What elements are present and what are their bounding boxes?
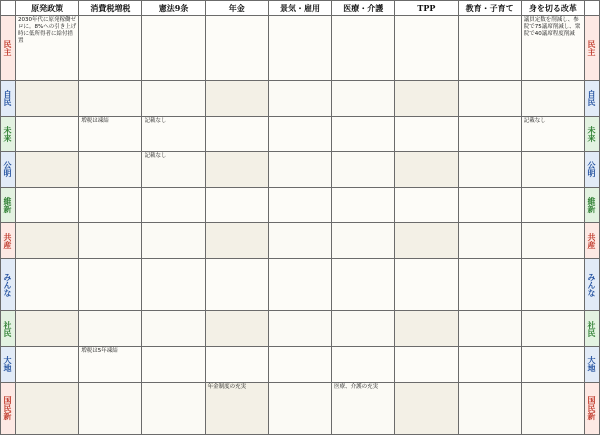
party-row — [1, 16, 600, 81]
party-label-left: みんな — [1, 258, 16, 310]
policy-cell: 記載なし — [521, 116, 584, 152]
policy-cell — [142, 187, 205, 223]
policy-cell — [268, 223, 331, 259]
policy-cell — [458, 382, 521, 434]
policy-cell — [332, 187, 395, 223]
party-label-right: 公明 — [585, 152, 600, 188]
policy-cell — [395, 152, 458, 188]
policy-cell — [268, 382, 331, 434]
party-label-left: 共産 — [1, 223, 16, 259]
party-label-right: 自民 — [585, 80, 600, 116]
policy-cell — [16, 258, 79, 310]
policy-cell — [521, 152, 584, 188]
party-label-right: 国民新 — [585, 382, 600, 434]
policy-cell — [205, 311, 268, 347]
policy-cell — [142, 346, 205, 382]
policy-cell — [142, 382, 205, 434]
party-label-left: 公明 — [1, 152, 16, 188]
policy-cell — [79, 16, 142, 81]
policy-cell — [268, 258, 331, 310]
party-row — [1, 311, 600, 347]
policy-cell: 増税は凍結 — [79, 116, 142, 152]
policy-cell — [16, 346, 79, 382]
party-row — [1, 223, 600, 259]
party-row — [1, 187, 600, 223]
policy-cell — [458, 258, 521, 310]
column-header: TPP — [395, 1, 458, 16]
policy-cell — [395, 346, 458, 382]
party-row — [1, 382, 600, 434]
policy-cell — [79, 80, 142, 116]
policy-cell — [268, 152, 331, 188]
header-corner-left — [1, 1, 16, 16]
party-label-left: 社民 — [1, 311, 16, 347]
policy-cell — [142, 258, 205, 310]
policy-cell — [205, 346, 268, 382]
policy-cell — [458, 80, 521, 116]
policy-cell — [205, 116, 268, 152]
column-header: 景気・雇用 — [268, 1, 331, 16]
policy-cell — [142, 311, 205, 347]
policy-cell — [332, 116, 395, 152]
policy-cell — [458, 116, 521, 152]
policy-cell — [79, 382, 142, 434]
party-label-left: 未来 — [1, 116, 16, 152]
policy-cell — [268, 311, 331, 347]
policy-cell — [458, 223, 521, 259]
policy-cell — [16, 311, 79, 347]
policy-cell — [16, 223, 79, 259]
policy-cell — [268, 80, 331, 116]
policy-cell — [79, 152, 142, 188]
policy-cell — [395, 187, 458, 223]
policy-cell — [521, 258, 584, 310]
party-label-right: 維新 — [585, 187, 600, 223]
policy-cell — [332, 346, 395, 382]
policy-cell — [395, 116, 458, 152]
policy-cell: 記載なし — [142, 152, 205, 188]
party-label-right: 未来 — [585, 116, 600, 152]
policy-cell — [521, 223, 584, 259]
header-row — [1, 1, 600, 16]
policy-cell — [521, 80, 584, 116]
party-label-left: 民主 — [1, 16, 16, 81]
policy-cell — [332, 258, 395, 310]
policy-cell — [79, 258, 142, 310]
policy-cell — [268, 16, 331, 81]
policy-cell — [268, 116, 331, 152]
party-row — [1, 152, 600, 188]
party-row — [1, 346, 600, 382]
column-header: 消費税増税 — [79, 1, 142, 16]
policy-cell — [205, 258, 268, 310]
party-label-right: 共産 — [585, 223, 600, 259]
policy-cell — [395, 311, 458, 347]
column-header: 憲法9条 — [142, 1, 205, 16]
policy-cell — [16, 187, 79, 223]
policy-cell — [395, 258, 458, 310]
policy-cell — [205, 223, 268, 259]
policy-cell: 議員定数を削減し、参院で75議席削減し、衆院で40議席程度削減 — [521, 16, 584, 81]
policy-cell — [16, 80, 79, 116]
policy-cell — [205, 16, 268, 81]
policy-cell — [205, 187, 268, 223]
policy-cell — [79, 223, 142, 259]
policy-cell — [79, 187, 142, 223]
policy-cell — [458, 16, 521, 81]
policy-cell — [521, 382, 584, 434]
column-header: 教育・子育て — [458, 1, 521, 16]
policy-cell — [332, 80, 395, 116]
policy-cell — [205, 80, 268, 116]
column-header: 年金 — [205, 1, 268, 16]
party-label-left: 維新 — [1, 187, 16, 223]
policy-cell — [395, 382, 458, 434]
party-label-right: みんな — [585, 258, 600, 310]
policy-cell — [458, 311, 521, 347]
policy-cell — [16, 382, 79, 434]
policy-cell — [79, 311, 142, 347]
party-rows — [1, 16, 600, 435]
policy-cell — [332, 311, 395, 347]
policy-cell — [458, 152, 521, 188]
policy-cell — [142, 80, 205, 116]
policy-cell — [521, 346, 584, 382]
party-row — [1, 258, 600, 310]
party-label-left: 自民 — [1, 80, 16, 116]
party-label-right: 大地 — [585, 346, 600, 382]
policy-cell — [332, 16, 395, 81]
policy-cell — [521, 187, 584, 223]
policy-cell — [521, 311, 584, 347]
policy-cell: 増税は5年凍結 — [79, 346, 142, 382]
policy-cell — [16, 152, 79, 188]
column-header: 身を切る改革 — [521, 1, 584, 16]
policy-cell — [268, 187, 331, 223]
column-header: 原発政策 — [16, 1, 79, 16]
policy-cell: 年金制度の充実 — [205, 382, 268, 434]
policy-cell — [395, 80, 458, 116]
policy-cell — [268, 346, 331, 382]
policy-cell — [332, 223, 395, 259]
column-header: 医療・介護 — [332, 1, 395, 16]
policy-cell — [395, 16, 458, 81]
policy-cell — [458, 187, 521, 223]
policy-cell: 2030年代に原発稼働ゼロに。8%への引き上げ時に低所得者に給付措置 — [16, 16, 79, 81]
party-label-right: 民主 — [585, 16, 600, 81]
header-corner-right — [585, 1, 600, 16]
policy-cell — [16, 116, 79, 152]
party-label-right: 社民 — [585, 311, 600, 347]
policy-cell — [142, 16, 205, 81]
party-row — [1, 116, 600, 152]
party-label-left: 国民新 — [1, 382, 16, 434]
policy-cell — [205, 152, 268, 188]
policy-cell — [458, 346, 521, 382]
party-label-left: 大地 — [1, 346, 16, 382]
policy-cell — [332, 152, 395, 188]
party-row — [1, 80, 600, 116]
policy-cell — [395, 223, 458, 259]
policy-cell: 医療、介護の充実 — [332, 382, 395, 434]
policy-cell: 記載なし — [142, 116, 205, 152]
policy-cell — [142, 223, 205, 259]
